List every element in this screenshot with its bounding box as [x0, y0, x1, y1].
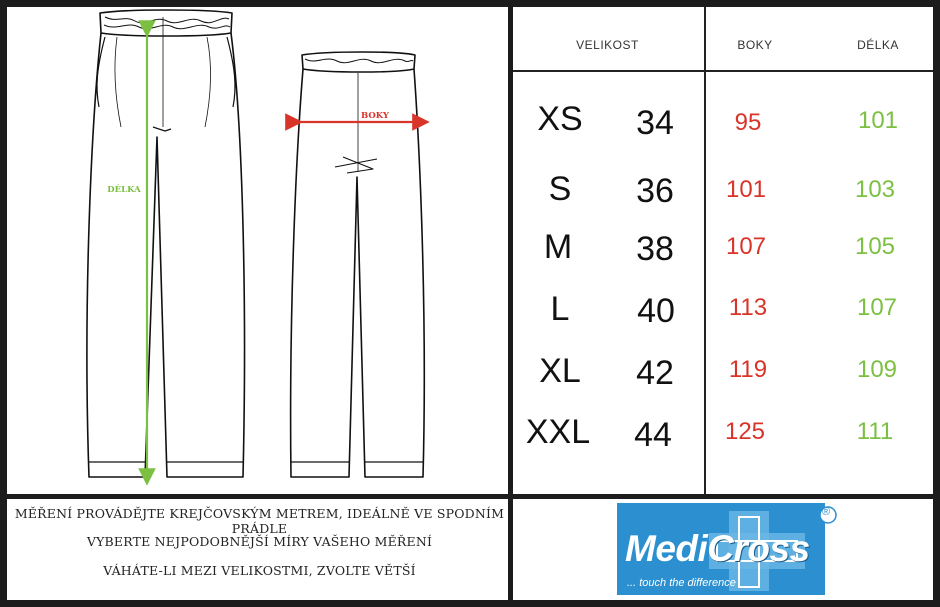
instruction-line: VYBERTE NEJPODOBNĚJŠÍ MÍRY VAŠEHO MĚŘENÍ	[86, 534, 433, 549]
size-number: 44	[634, 416, 672, 454]
pants-diagram	[7, 7, 508, 494]
length-value: 101	[857, 107, 899, 134]
pants-back-drawing	[291, 52, 425, 477]
size-number: 40	[637, 292, 675, 330]
size-letter: XXL	[525, 413, 591, 451]
logo-name-part2: Cross	[707, 528, 810, 569]
length-value: 107	[856, 294, 898, 321]
size-letter: XS	[537, 100, 583, 138]
hips-value: 113	[728, 294, 768, 321]
size-letter: XL	[539, 352, 581, 390]
length-value: 103	[854, 176, 896, 203]
hips-value: 95	[734, 109, 762, 136]
length-value: 109	[856, 356, 898, 383]
length-value: 111	[856, 418, 894, 445]
pants-front-drawing	[87, 10, 245, 477]
logo-wordmark	[625, 528, 810, 570]
size-number: 34	[636, 104, 674, 142]
instruction-line: VÁHÁTE-LI MEZI VELIKOSTMI, ZVOLTE VĚTŠÍ	[103, 563, 416, 578]
size-letter: M	[543, 228, 573, 266]
divider-vertical-table	[704, 7, 706, 495]
divider-header-row	[513, 70, 933, 72]
header-size: VELIKOST	[576, 38, 639, 52]
logo-registered-mark: ®	[822, 506, 831, 518]
hips-label: BOKY	[361, 111, 389, 121]
divider-horizontal-bottom	[0, 494, 940, 499]
hips-value: 125	[724, 418, 766, 445]
size-number: 36	[636, 172, 674, 210]
medicross-logo	[617, 503, 842, 595]
size-letter: S	[548, 170, 572, 208]
size-number: 38	[636, 230, 674, 268]
divider-vertical-main	[508, 0, 513, 607]
size-number: 42	[636, 354, 674, 392]
hips-value: 107	[725, 233, 767, 260]
logo-tagline: ... touch the difference	[627, 577, 736, 589]
length-label: DÉLKA	[107, 185, 141, 195]
hips-value: 119	[728, 356, 768, 383]
logo-name-part1: Medi	[625, 528, 708, 569]
instruction-line: MĚŘENÍ PROVÁDĚJTE KREJČOVSKÝM METREM, IDEÁLNĚ VE SPODNÍM PRÁDLE	[14, 506, 505, 536]
size-letter: L	[550, 290, 570, 328]
header-length: DÉLKA	[857, 38, 899, 52]
header-hips: BOKY	[737, 38, 773, 52]
length-value: 105	[854, 233, 896, 260]
hips-value: 101	[725, 176, 767, 203]
